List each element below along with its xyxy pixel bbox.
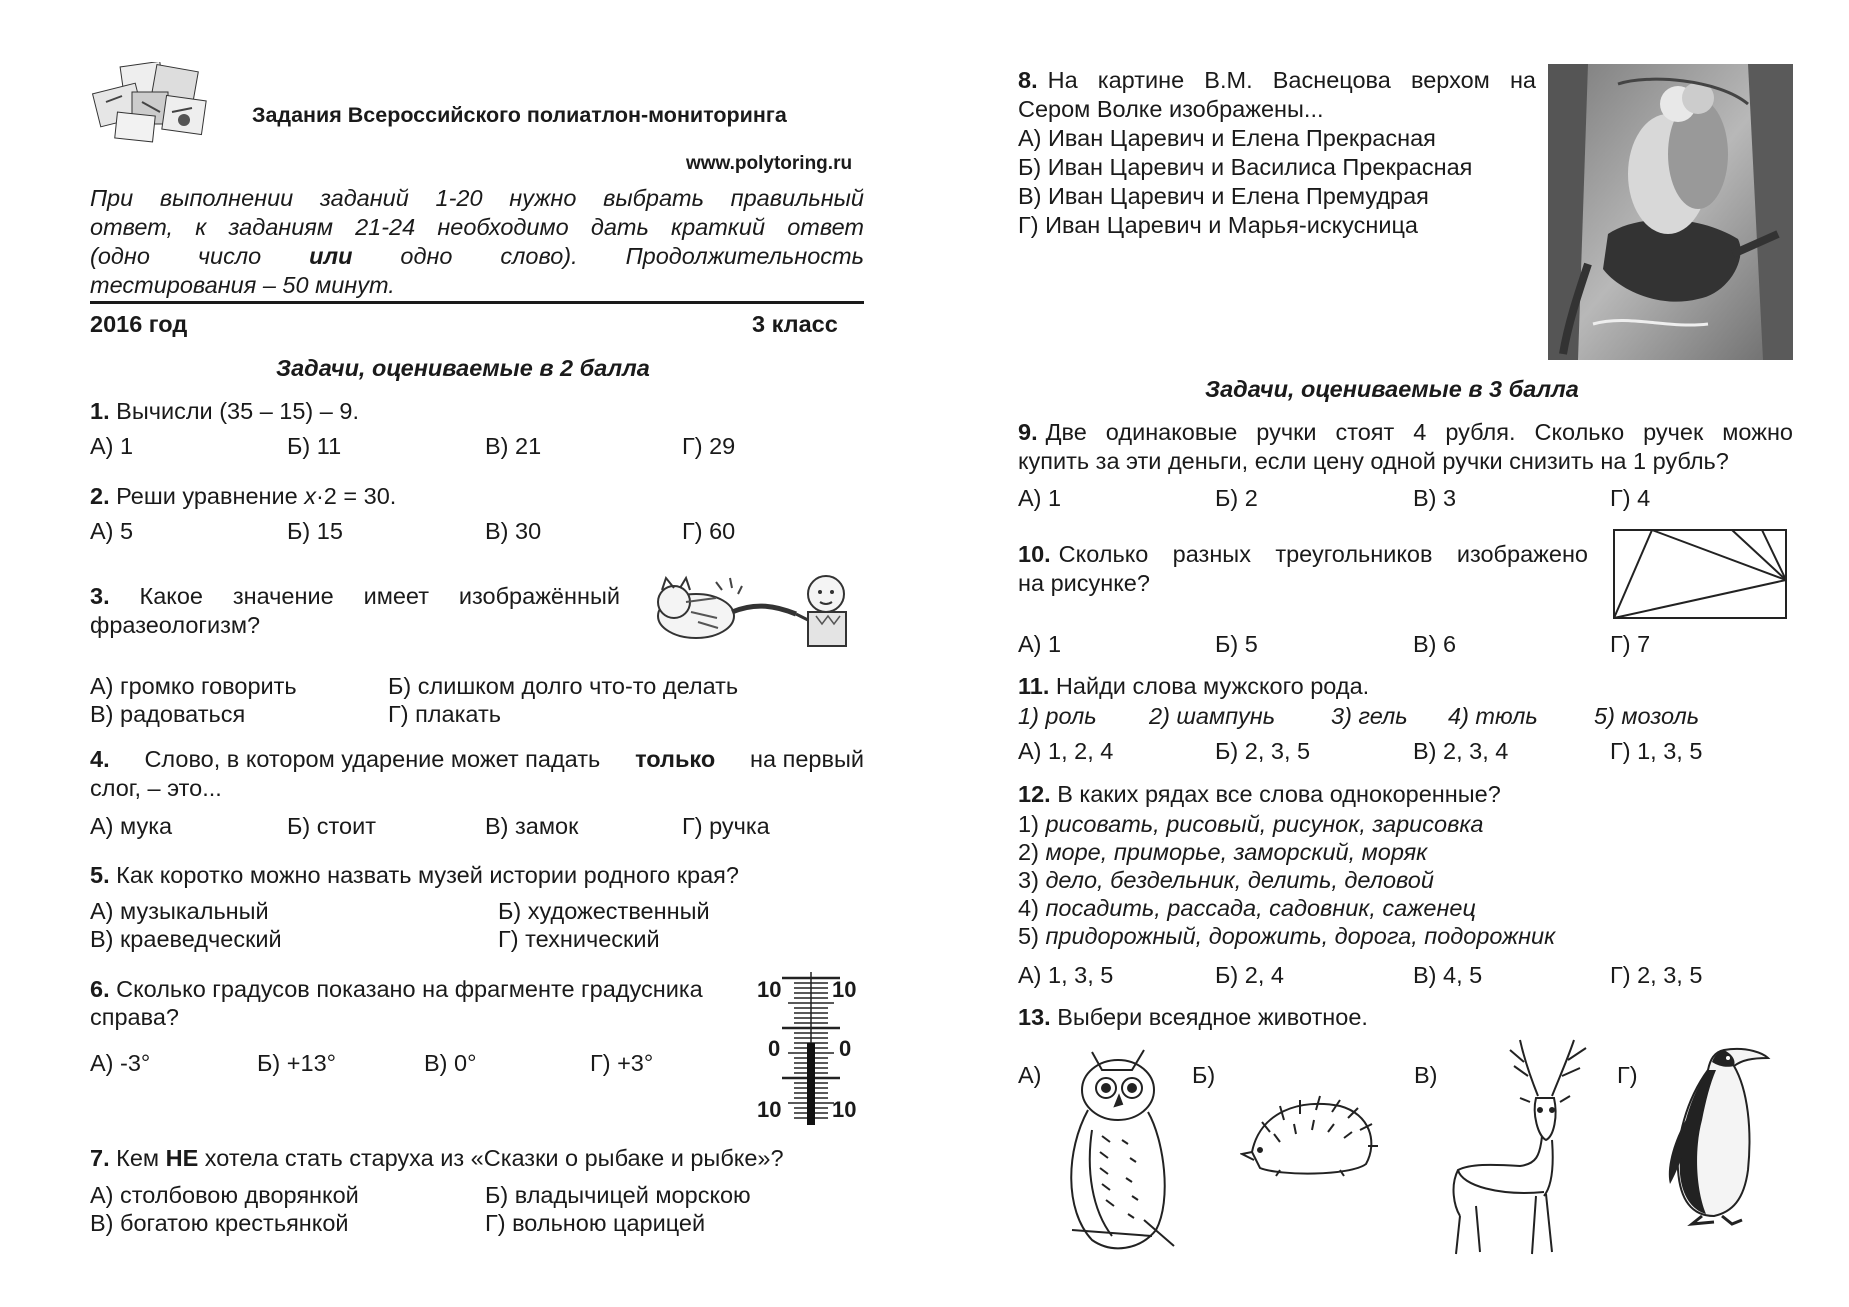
q3-word: имеет [363, 583, 429, 609]
answer-option[interactable]: В) краеведческий [90, 926, 282, 952]
answer-option[interactable]: Г) вольною царицей [485, 1210, 706, 1236]
question-6 [90, 976, 703, 1003]
answer-option[interactable]: В) богатою крестьянкой [90, 1210, 349, 1236]
question-text: В каких рядах все слова однокоренные? [1057, 781, 1501, 807]
question-text: Сколько градусов показано на фрагменте градусника [116, 976, 703, 1002]
question-number: 5. [90, 862, 110, 888]
answer-option[interactable]: В) 21 [485, 433, 542, 459]
word-item: 5) мозоль [1594, 703, 1700, 729]
answer-option[interactable]: А) столбовою дворянкой [90, 1182, 359, 1208]
thermo-label: 10 [757, 977, 782, 1002]
question-text: Выбери всеядное животное. [1057, 1004, 1368, 1030]
answer-option[interactable]: Б) 2, 4 [1215, 962, 1284, 988]
q12-row [1018, 838, 1427, 867]
q10-options [1018, 630, 1798, 658]
word-item: 4) тюль [1448, 703, 1538, 729]
thermo-label: 10 [832, 1097, 857, 1122]
answer-option[interactable]: В) замок [485, 813, 579, 839]
row-words: рисовать, рисовый, рисунок, зарисовка [1045, 811, 1484, 837]
answer-option[interactable]: Г) 60 [682, 518, 736, 544]
answer-option[interactable]: Б) +13° [257, 1050, 337, 1076]
answer-option[interactable]: Г) технический [498, 926, 660, 952]
triangles-figure [1612, 528, 1788, 620]
question-5 [90, 862, 739, 889]
answer-option[interactable]: Б) 15 [287, 518, 343, 544]
answer-option[interactable]: А) 5 [90, 518, 134, 544]
answer-option[interactable]: А) громко говорить [90, 673, 297, 699]
instructions-line-2: ответ, к заданиям 21-24 необходимо дать краткий ответ [90, 214, 864, 240]
instructions-line-4: тестирования – 50 минут. [90, 272, 395, 298]
row-number: 1) [1018, 811, 1046, 837]
row-number: 3) [1018, 867, 1046, 893]
answer-option[interactable]: Г) ручка [682, 813, 770, 839]
question-text: Кем [116, 1145, 160, 1171]
polyatlon-logo [92, 62, 210, 144]
q12-row [1018, 810, 1484, 839]
instr-word: одно [400, 243, 453, 269]
answer-option[interactable]: А) 1 [90, 433, 134, 459]
answer-option[interactable]: А) мука [90, 813, 173, 839]
q3-line-2: фразеологизм? [90, 612, 261, 638]
answer-option[interactable]: Б) 11 [287, 433, 342, 459]
question-number: 8. [1018, 67, 1038, 93]
q12-options [1018, 961, 1798, 989]
answer-option[interactable]: Г) плакать [388, 701, 501, 727]
question-text: Реши уравнение [116, 483, 305, 509]
question-number: 6. [90, 976, 110, 1002]
answer-option[interactable]: Б) слишком долго что-то делать [388, 673, 739, 699]
question-number: 10. [1018, 541, 1051, 567]
question-9 [1018, 418, 1793, 447]
question-text-bold: только [635, 746, 716, 772]
answer-option[interactable]: Г) Иван Царевич и Марья-искусница [1018, 212, 1418, 238]
section-2-points: Задачи, оцениваемые в 2 балла [276, 355, 650, 381]
answer-option[interactable]: В) 4, 5 [1413, 962, 1483, 988]
answer-option[interactable]: А) 1, 3, 5 [1018, 962, 1114, 988]
question-text: Найди слова мужского рода. [1055, 673, 1370, 699]
answer-option[interactable]: А) 1 [1018, 631, 1062, 657]
question-number: 9. [1018, 419, 1038, 445]
question-11 [1018, 673, 1369, 700]
question-13 [1018, 1004, 1368, 1031]
instructions-line-1: При выполнении заданий 1-20 нужно выбрать правильный [90, 185, 864, 211]
question-8 [1018, 66, 1536, 95]
row-words: посадить, рассада, садовник, саженец [1045, 895, 1476, 921]
answer-option[interactable]: Б) 2, 3, 5 [1215, 738, 1311, 764]
answer-option[interactable]: Г) 7 [1610, 631, 1651, 657]
q3-word: изображённый [458, 583, 620, 609]
answer-option[interactable]: Б) художественный [498, 898, 710, 924]
q4-line-2: слог, – это... [90, 775, 222, 801]
question-number: 1. [90, 398, 110, 424]
answer-option[interactable]: В) 6 [1413, 631, 1457, 657]
header-divider [90, 301, 864, 304]
answer-option[interactable]: Б) стоит [287, 813, 376, 839]
answer-option[interactable]: Г) 4 [1610, 485, 1651, 511]
header-site: www.polytoring.ru [686, 153, 853, 174]
thermo-label: 0 [839, 1036, 852, 1061]
question-12 [1018, 781, 1501, 808]
q6-options [90, 1049, 690, 1077]
q12-row [1018, 894, 1476, 923]
question-text: на первый [750, 746, 864, 772]
vasnetsov-painting [1548, 64, 1793, 360]
answer-option[interactable]: Б) 5 [1215, 631, 1258, 657]
q2-options [90, 517, 870, 545]
header-title: Задания Всероссийского полиатлон-мониторинга [252, 103, 787, 127]
question-10 [1018, 540, 1588, 569]
answer-option[interactable]: Г) 1, 3, 5 [1610, 738, 1703, 764]
answer-option[interactable]: В) 30 [485, 518, 542, 544]
answer-option[interactable]: Г) +3° [590, 1050, 654, 1076]
question-number: 13. [1018, 1004, 1051, 1030]
q5-options-row-2 [90, 925, 870, 953]
variable: x [304, 483, 316, 509]
q9-options [1018, 484, 1798, 512]
answer-option[interactable]: В) 3 [1413, 485, 1457, 511]
question-number: 11. [1018, 673, 1050, 699]
q10-line-2: на рисунке? [1018, 570, 1150, 596]
instr-word: Продолжительность [625, 243, 864, 269]
q3-word: Какое [139, 583, 203, 609]
q7-options-row-1 [90, 1181, 870, 1209]
thermo-label: 10 [832, 977, 857, 1002]
row-number: 2) [1018, 839, 1046, 865]
answer-option[interactable]: А) Иван Царевич и Елена Прекрасная [1018, 125, 1436, 151]
answer-option[interactable]: А) 1 [1018, 485, 1062, 511]
q9-line-2: купить за эти деньги, если цену одной ручки снизить на 1 рубль? [1018, 448, 1729, 474]
q12-row [1018, 866, 1434, 895]
q5-options-row-1 [90, 897, 870, 925]
cat-tail-illustration [646, 572, 870, 652]
question-7 [90, 1145, 784, 1172]
thermo-label: 10 [757, 1097, 782, 1122]
answer-option[interactable]: Г) [1617, 1062, 1638, 1088]
word-item: 3) гель [1331, 703, 1408, 729]
answer-option[interactable]: В) радоваться [90, 701, 246, 727]
question-3 [90, 582, 620, 611]
answer-option[interactable]: Б) [1192, 1062, 1216, 1088]
answer-option[interactable]: В) 0° [424, 1050, 477, 1076]
row-words: дело, бездельник, делить, деловой [1045, 867, 1434, 893]
answer-option[interactable]: Г) 2, 3, 5 [1610, 962, 1703, 988]
penguin-icon [1652, 1040, 1772, 1226]
row-words: придорожный, дорожить, дорога, подорожник [1045, 923, 1556, 949]
instr-word: (одно [90, 243, 150, 269]
thermo-label: 0 [768, 1036, 781, 1061]
question-text: На картине В.М. Васнецова верхом на [1047, 67, 1536, 93]
answer-option[interactable]: В) Иван Царевич и Елена Премудрая [1018, 183, 1429, 209]
q7-options-row-2 [90, 1209, 870, 1237]
question-text: Слово, в котором ударение может падать [144, 746, 601, 772]
question-text: Как коротко можно назвать музей истории родного края? [116, 862, 739, 888]
instr-word: слово). [500, 243, 578, 269]
question-number: 2. [90, 483, 110, 509]
q3-options-row-2 [90, 700, 870, 728]
answer-option[interactable]: Б) 2 [1215, 485, 1258, 511]
q3-options-row-1 [90, 672, 870, 700]
deer-icon [1440, 1036, 1600, 1258]
instructions-line-3 [90, 242, 864, 271]
q8-line-2: Сером Волке изображены... [1018, 96, 1324, 122]
instr-word-bold: или [309, 243, 353, 269]
instr-word: число [197, 243, 262, 269]
question-text: Сколько разных треугольников изображено [1058, 541, 1588, 567]
question-number: 4. [90, 746, 110, 772]
question-number: 12. [1018, 781, 1051, 807]
answer-option[interactable]: Б) Иван Царевич и Василиса Прекрасная [1018, 154, 1473, 180]
answer-option[interactable]: А) музыкальный [90, 898, 269, 924]
question-text: хотела стать старуха из «Сказки о рыбаке и рыбке»? [204, 1145, 784, 1171]
word-item: 2) шампунь [1149, 703, 1276, 729]
grade-label: 3 класс [752, 311, 838, 337]
row-words: море, приморье, заморский, моряк [1045, 839, 1428, 865]
section-3-points: Задачи, оцениваемые в 3 балла [1205, 376, 1579, 402]
question-number: 3. [90, 583, 110, 609]
answer-option[interactable]: Б) владычицей морскою [485, 1182, 751, 1208]
q1-options [90, 432, 870, 460]
question-number: 7. [90, 1145, 110, 1171]
answer-option[interactable]: В) 2, 3, 4 [1413, 738, 1509, 764]
owl-icon [1052, 1040, 1180, 1260]
row-number: 5) [1018, 923, 1046, 949]
q6-line-2: справа? [90, 1004, 179, 1030]
year-label: 2016 год [90, 311, 188, 337]
question-2 [90, 483, 396, 510]
q11-options [1018, 737, 1798, 765]
answer-option[interactable]: Г) 29 [682, 433, 736, 459]
q11-words [1018, 702, 1798, 730]
q4-options [90, 812, 870, 840]
q12-row [1018, 922, 1555, 951]
question-text: Две одинаковые ручки стоят 4 рубля. Сколько ручек можно [1045, 419, 1793, 445]
word-item: 1) роль [1018, 703, 1097, 729]
hedgehog-icon [1240, 1092, 1380, 1178]
question-text-bold: НЕ [165, 1145, 199, 1171]
question-text: ·2 = 30. [315, 483, 397, 509]
row-number: 4) [1018, 895, 1046, 921]
answer-option[interactable]: В) [1414, 1062, 1438, 1088]
answer-option[interactable]: А) -3° [90, 1050, 151, 1076]
question-1 [90, 398, 359, 425]
q3-word: значение [232, 583, 334, 609]
question-text: Вычисли (35 – 15) – 9. [116, 398, 359, 424]
answer-option[interactable]: А) 1, 2, 4 [1018, 738, 1114, 764]
question-4 [90, 745, 864, 774]
answer-option[interactable]: А) [1018, 1062, 1042, 1088]
